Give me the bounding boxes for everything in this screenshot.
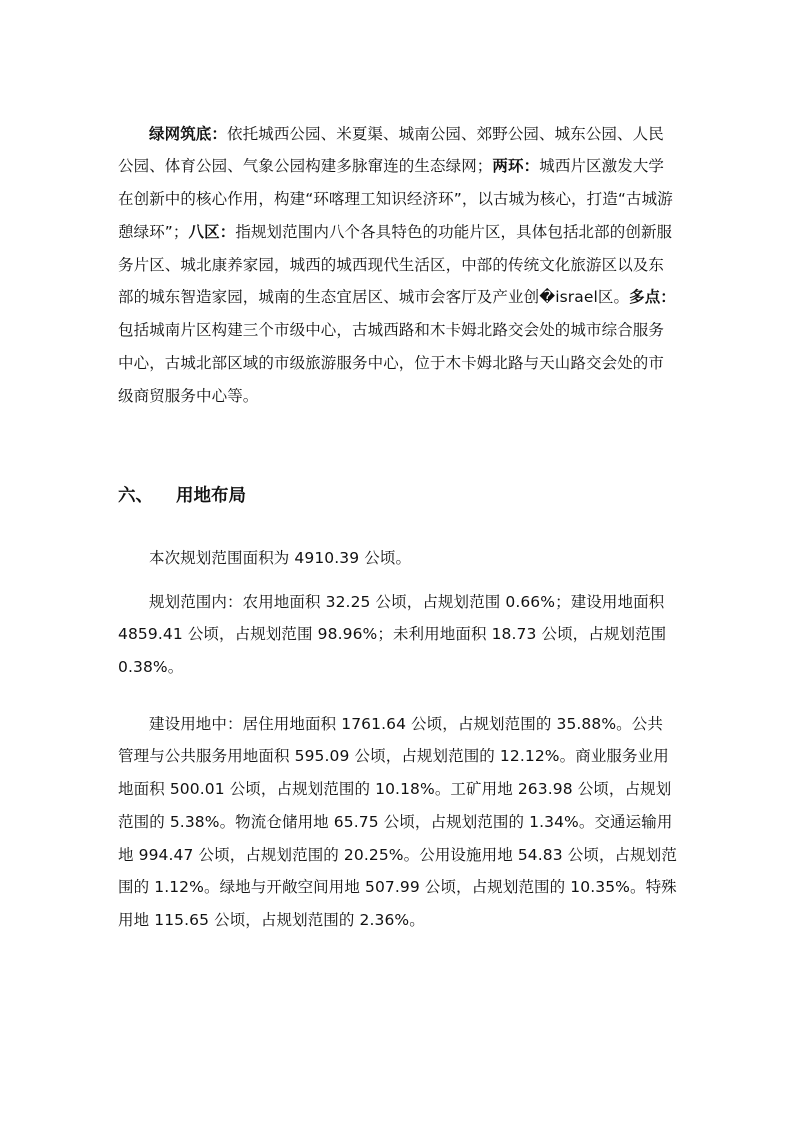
section-number: 六、: [118, 486, 153, 506]
paragraph-total-area: 本次规划范围面积为 4910.39 公顷。: [149, 548, 412, 567]
section-heading: [118, 480, 246, 512]
text-eight-zones: 指规划范围内八个各具特色的功能片区，具体包括北部的创新服务片区、城北康养家园，城西的城西现代生活区，中部的传统文化旅游区以及东部的城东智造家园，城南的生态宜居区、城市会客厅及产业创�israel区。: [118, 222, 673, 307]
paragraph-land-categories: 规划范围内：农用地面积 32.25 公顷，占规划范围 0.66%；建设用地面积 4859.41 公顷，占规划范围 98.96%；未利用地面积 18.73 公顷，占规划范围 0.38%。: [118, 592, 667, 677]
text-two-rings: 城西片区激发大学在创新中的核心作用，构建“环喀理工知识经济环”，以古城为核心，打造“古城游憩绿环”；: [118, 157, 673, 241]
term-eight-zones: 八区：: [188, 222, 236, 241]
section-title: 用地布局: [176, 486, 246, 506]
paragraph-construction-land: 建设用地中：居住用地面积 1761.64 公顷，占规划范围的 35.88%。公共管理与公共服务用地面积 595.09 公顷，占规划范围的 12.12%。商业服务业用地面积 500.01 公顷，占规划范围的 10.18%。工矿用地 263.98 公顷，占规划范围的 5.38%。物流仓储用地 65.75 公顷，占规划范围的 1.34%。交通运输用地 994.47 公顷，占规划范围的 20.25%。公用设施用地 54.83 公顷，占规划范围的 1.12%。绿地与开敞空间用地 507.99 公顷，占规划范围的 10.35%。特殊用地 115.65 公顷，占规划范围的 2.36%。: [118, 714, 677, 930]
term-green-network: 绿网筑底：: [149, 124, 228, 143]
paragraph-structure-description: [118, 118, 678, 413]
term-two-rings: 两环：: [492, 157, 540, 176]
term-multi-points: 多点：: [629, 288, 676, 307]
text-green-network: 依托城西公园、米夏渠、城南公园、郊野公园、城东公园、人民公园、体育公园、气象公园构建多脉窜连的生态绿网；: [118, 124, 664, 176]
text-multi-points: 包括城南片区构建三个市级中心，古城西路和木卡姆北路交会处的城市综合服务中心，古城北部区域的市级旅游服务中心，位于木卡姆北路与天山路交会处的市级商贸服务中心等。: [118, 321, 665, 405]
